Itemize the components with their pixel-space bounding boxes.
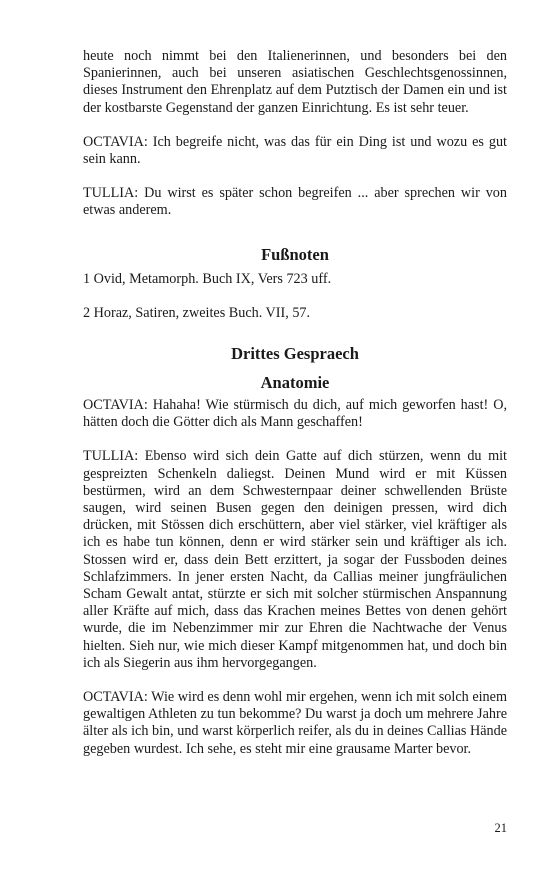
footnotes-heading: Fußnoten [261,244,329,264]
page-body [83,48,507,758]
tullia-speech-2: TULLIA: Ebenso wird sich dein Gatte auf dich stürzen, wenn du mit gespreizten Schenkeln daliegst. Deinen Mund wird er mit Küssen bestürmen, wird an dem Schwesternpaar deiner schwellenden Brüste saugen, wird seinen Busen gegen den deinigen pressen, wird dich drücken, mit Stössen dich erschüttern, aber viel stärker, viel kräftiger als ich es habe tun können, denn er wird stärker sein und kräftiger als ich. Stossen wird er, dass dein Bett erzittert, ja sogar der Fussboden deines Schlafzimmers. In jener ersten Nacht, da Callias meiner jungfräulichen Scham Gewalt antat, stürzte er sich mit solcher stürmischen Anspannung aller Kräfte auf mich, dass das Krachen meines Bettes von denen gehört wurde, die im Nebenzimmer mir zur Ehren die Nachtwache der Venus hielten. Sieh nur, wie mich dieser Kampf mitgenommen hat, und doch bin ich als Siegerin aus ihm hervorgegangen. [83,448,507,671]
paragraph-gap [83,168,507,185]
paragraph-gap [83,288,507,305]
section-subtitle: Anatomie [260,373,330,393]
paragraph-gap [83,672,507,689]
paragraph-gap [83,431,507,448]
octavia-speech-2: OCTAVIA: Hahaha! Wie stürmisch du dich, auf mich geworfen hast! O, hätten doch die Götter dich als Mann geschaffen! [83,397,507,431]
octavia-speech-3: OCTAVIA: Wie wird es denn wohl mir ergehen, wenn ich mit solch einem gewaltigen Athleten zu tun bekomme? Du warst ja doch um mehrere Jahre älter als ich bin, und warst körperlich reifer, als du in deines Callias Hände gegeben wurdest. Ich sehe, es steht mir eine grausame Marter bevor. [83,689,507,757]
paragraph-continuation: heute noch nimmt bei den Italienerinnen, und besonders bei den Spanierinnen, auch bei unseren asiatischen Geschlechtsgenossinnen, dieses Instrument den Ehrenplatz auf dem Putztisch der Damen ein und ist der kostbarste Gegenstand der ganzen Einrichtung. Es ist sehr teuer. [83,48,507,116]
footnote-1: 1 Ovid, Metamorph. Buch IX, Vers 723 uff. [83,270,332,287]
heading-gap [83,364,507,373]
tullia-speech-1: TULLIA: Du wirst es später schon begreifen ... aber sprechen wir von etwas anderem. [83,185,507,219]
octavia-speech-1: OCTAVIA: Ich begreife nicht, was das für ein Ding ist und wozu es gut sein kann. [83,133,507,168]
page-number: 21 [494,821,507,835]
footnote-2: 2 Horaz, Satiren, zweites Buch. VII, 57. [83,304,311,321]
section-gap [83,220,507,245]
section-gap [83,322,507,344]
section-title: Drittes Gespraech [231,344,359,364]
paragraph-gap [83,117,507,134]
